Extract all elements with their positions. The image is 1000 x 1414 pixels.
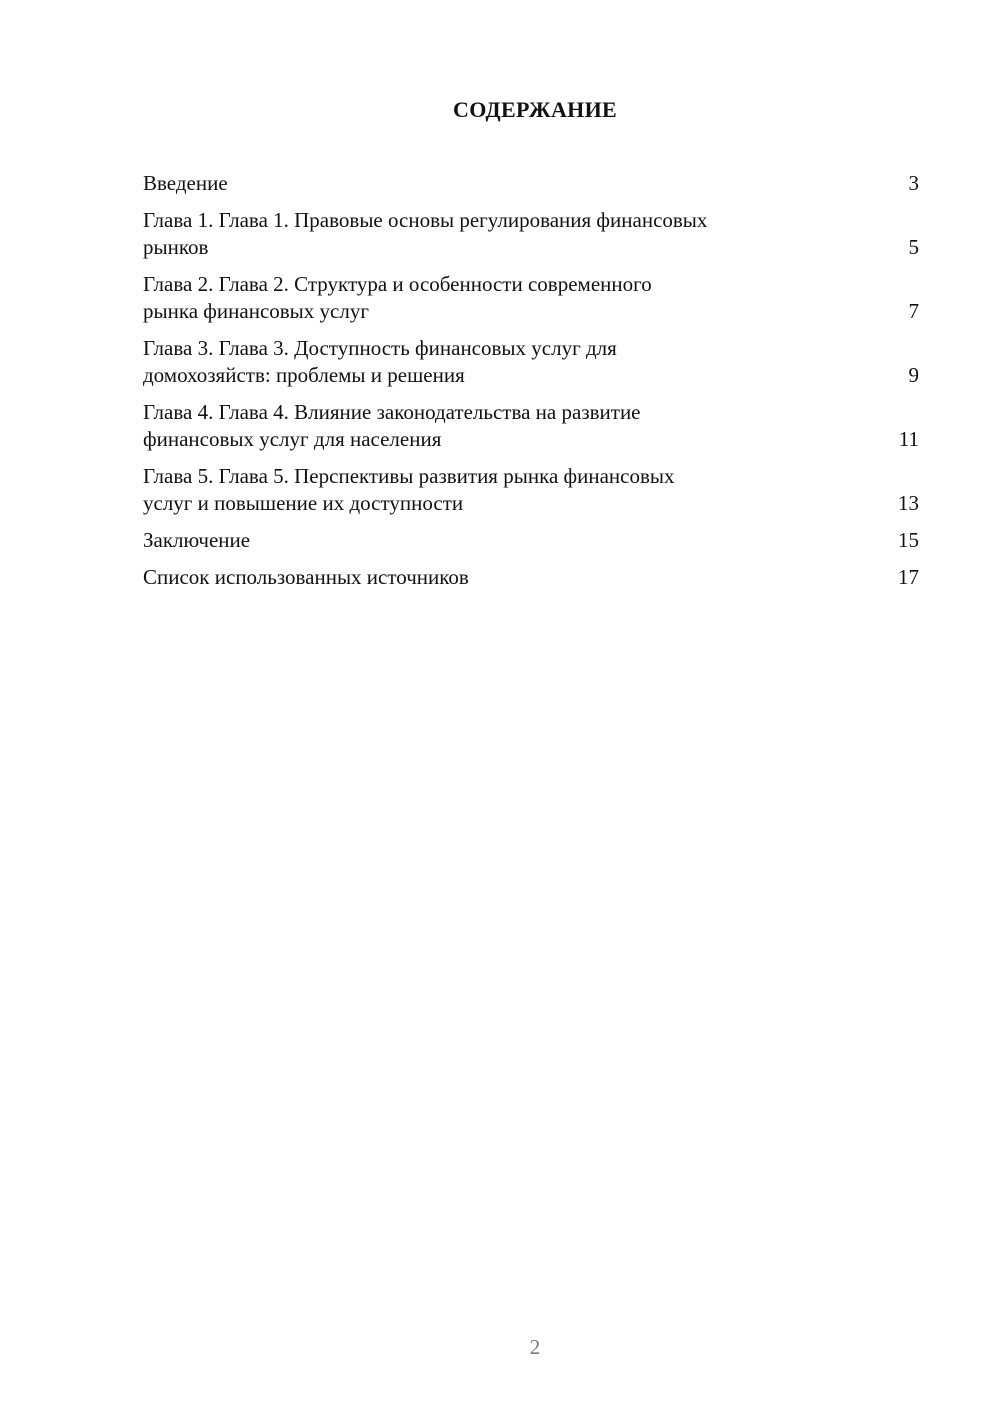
table-of-contents <box>143 170 919 601</box>
toc-item-references[interactable] <box>143 564 919 591</box>
toc-item-label: Глава 5. Глава 5. Перспективы развития рынка финансовых услуг и повышение их доступности <box>143 464 675 515</box>
toc-item-chapter-1[interactable] <box>143 207 919 261</box>
page-title: СОДЕРЖАНИЕ <box>453 97 617 122</box>
toc-item-page: 7 <box>908 299 919 323</box>
toc-item-page: 11 <box>898 427 919 451</box>
toc-item-chapter-3[interactable] <box>143 335 919 389</box>
toc-item-label: Глава 2. Глава 2. Структура и особенности современного рынка финансовых услуг <box>143 272 652 323</box>
toc-item-conclusion[interactable] <box>143 527 919 554</box>
toc-item-label: Список использованных источников <box>143 565 469 589</box>
toc-item-page: 15 <box>898 528 919 552</box>
toc-item-page: 3 <box>908 171 919 195</box>
toc-item-label: Глава 1. Глава 1. Правовые основы регулирования финансовых рынков <box>143 208 708 259</box>
toc-item-page: 9 <box>908 363 919 387</box>
page-number: 2 <box>529 1335 541 1359</box>
toc-item-chapter-5[interactable] <box>143 463 919 517</box>
toc-item-page: 13 <box>898 491 919 515</box>
toc-item-label: Глава 4. Глава 4. Влияние законодательства на развитие финансовых услуг для населения <box>143 400 641 451</box>
toc-item-chapter-4[interactable] <box>143 399 919 453</box>
toc-item-chapter-2[interactable] <box>143 271 919 325</box>
toc-item-introduction[interactable] <box>143 170 919 197</box>
toc-item-label: Заключение <box>143 528 251 552</box>
toc-item-label: Введение <box>143 171 228 195</box>
toc-item-page: 5 <box>908 235 919 259</box>
toc-item-page: 17 <box>898 565 919 589</box>
toc-item-label: Глава 3. Глава 3. Доступность финансовых услуг для домохозяйств: проблемы и решения <box>143 336 617 387</box>
